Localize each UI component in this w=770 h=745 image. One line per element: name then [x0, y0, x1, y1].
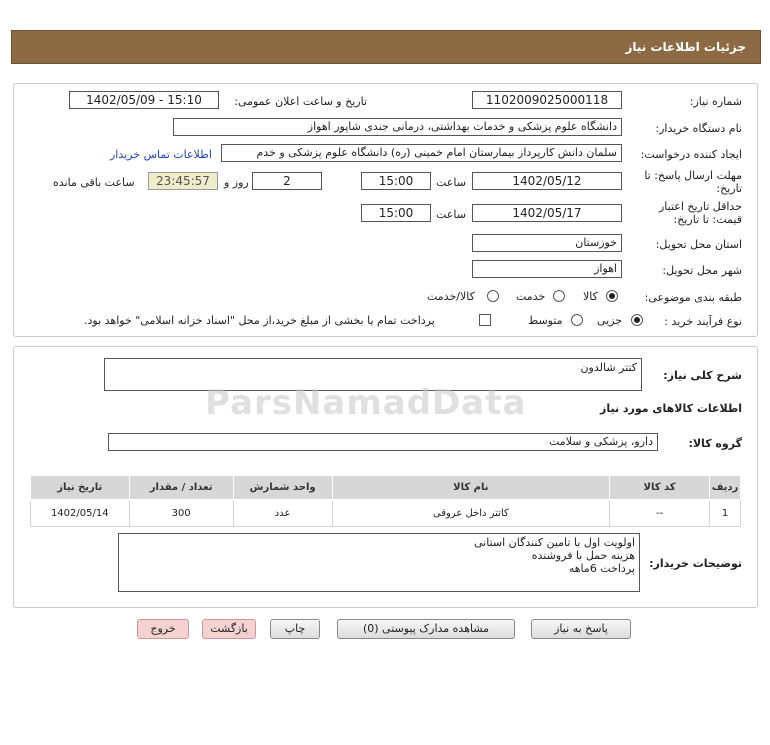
deadline-label-line2: تاریخ: [716, 182, 742, 195]
cell-item-name: کاتتر داخل عروقی [332, 500, 610, 527]
buyer-note-line: هزینه حمل با فروشنده [531, 549, 635, 562]
watermark-logo: ParsNamadData [205, 383, 527, 423]
requester-field: سلمان دانش کارپرداز بیمارستان امام خمینی (ره) دانشگاه علوم پزشکی و خدم [221, 144, 622, 162]
deadline-time-field: 15:00 [361, 172, 431, 190]
days-field: 2 [252, 172, 322, 190]
buyer-note-line: پرداخت 6ماهه [568, 562, 635, 575]
goods-group-field: دارو، پزشکی و سلامت [108, 433, 658, 451]
table-header-row [31, 476, 741, 500]
category-radio-service[interactable] [553, 290, 565, 302]
contact-info-link[interactable]: اطلاعات تماس خریدار [110, 148, 212, 161]
announce-label: تاریخ و ساعت اعلان عمومی: [234, 95, 367, 108]
print-button[interactable]: چاپ [270, 619, 320, 639]
cell-quantity: 300 [129, 500, 233, 527]
category-option-goods: کالا [583, 290, 598, 303]
requester-label: ایجاد کننده درخواست: [640, 148, 742, 161]
validity-hour-label: ساعت [436, 208, 466, 221]
reply-button[interactable]: پاسخ به نیاز [531, 619, 631, 639]
announce-field: 1402/05/09 - 15:10 [69, 91, 219, 109]
col-header-item-name: نام کالا [332, 476, 610, 500]
category-radio-goods-service[interactable] [487, 290, 499, 302]
validity-label-line2: قیمت: تا تاریخ: [673, 213, 742, 226]
deadline-label-line1: مهلت ارسال پاسخ: تا [644, 169, 742, 182]
goods-group-label: گروه کالا: [688, 437, 742, 450]
process-label: نوع فرآیند خرید : [664, 315, 742, 328]
process-option-medium: متوسط [528, 314, 563, 327]
back-button[interactable]: بازگشت [202, 619, 256, 639]
col-header-item-code: کد کالا [610, 476, 710, 500]
items-info-title: اطلاعات کالاهای مورد نیاز [600, 402, 742, 415]
process-radio-medium[interactable] [571, 314, 583, 326]
cell-unit: عدد [233, 500, 332, 527]
province-label: استان محل تحویل: [655, 238, 742, 251]
process-option-minor: جزیی [597, 314, 623, 327]
category-radio-goods[interactable] [606, 290, 618, 302]
cell-row-number: 1 [710, 500, 741, 527]
city-field: اهواز [472, 260, 622, 278]
deadline-hour-label: ساعت [436, 176, 466, 189]
treasury-payment-checkbox[interactable] [479, 314, 491, 326]
category-label: طبقه بندی موضوعی: [644, 291, 742, 304]
col-header-quantity: تعداد / مقدار [129, 476, 233, 500]
payment-note: پرداخت تمام یا بخشی از مبلغ خرید،از محل "اسناد خزانه اسلامی" خواهد بود. [84, 314, 435, 327]
remaining-label: ساعت باقی مانده [53, 176, 135, 189]
category-option-goods-service: کالا/خدمت [427, 290, 475, 303]
page-title: جزئیات اطلاعات نیاز [625, 40, 746, 54]
need-number-field: 1102009025000118 [472, 91, 622, 109]
city-label: شهر محل تحویل: [662, 264, 742, 277]
remaining-time-field: 23:45:57 [148, 172, 218, 190]
process-radio-minor[interactable] [631, 314, 643, 326]
col-header-unit: واحد شمارش [233, 476, 332, 500]
exit-button[interactable]: خروج [137, 619, 189, 639]
validity-date-field: 1402/05/17 [472, 204, 622, 222]
buyer-org-label: نام دستگاه خریدار: [655, 122, 742, 135]
category-option-service: خدمت [516, 290, 546, 303]
cell-need-date: 1402/05/14 [31, 500, 130, 527]
buyer-note-line: اولویت اول با تامین کنندگان استانی [473, 536, 635, 549]
need-number-label: شماره نیاز: [689, 95, 742, 108]
deadline-date-field: 1402/05/12 [472, 172, 622, 190]
page-header [11, 30, 761, 64]
items-table [30, 475, 741, 527]
buyer-notes-label: توضیحات خریدار: [649, 557, 742, 570]
validity-label-line1: حداقل تاریخ اعتبار [658, 200, 742, 213]
days-label: روز و [224, 176, 249, 189]
buyer-org-field: دانشگاه علوم پزشکی و خدمات بهداشتی، درمانی جندی شاپور اهواز [173, 118, 622, 136]
validity-time-field: 15:00 [361, 204, 431, 222]
general-desc-label: شرح کلی نیاز: [663, 369, 742, 382]
cell-item-code: -- [610, 500, 710, 527]
col-header-need-date: تاریخ نیاز [31, 476, 130, 500]
table-row [31, 500, 741, 527]
attachments-button[interactable]: مشاهده مدارک پیوستی (0) [337, 619, 515, 639]
buyer-notes-field [118, 533, 640, 592]
general-desc-field: کتتر شالدون [104, 358, 642, 391]
col-header-row: ردیف [710, 476, 741, 500]
province-field: خوزستان [472, 234, 622, 252]
